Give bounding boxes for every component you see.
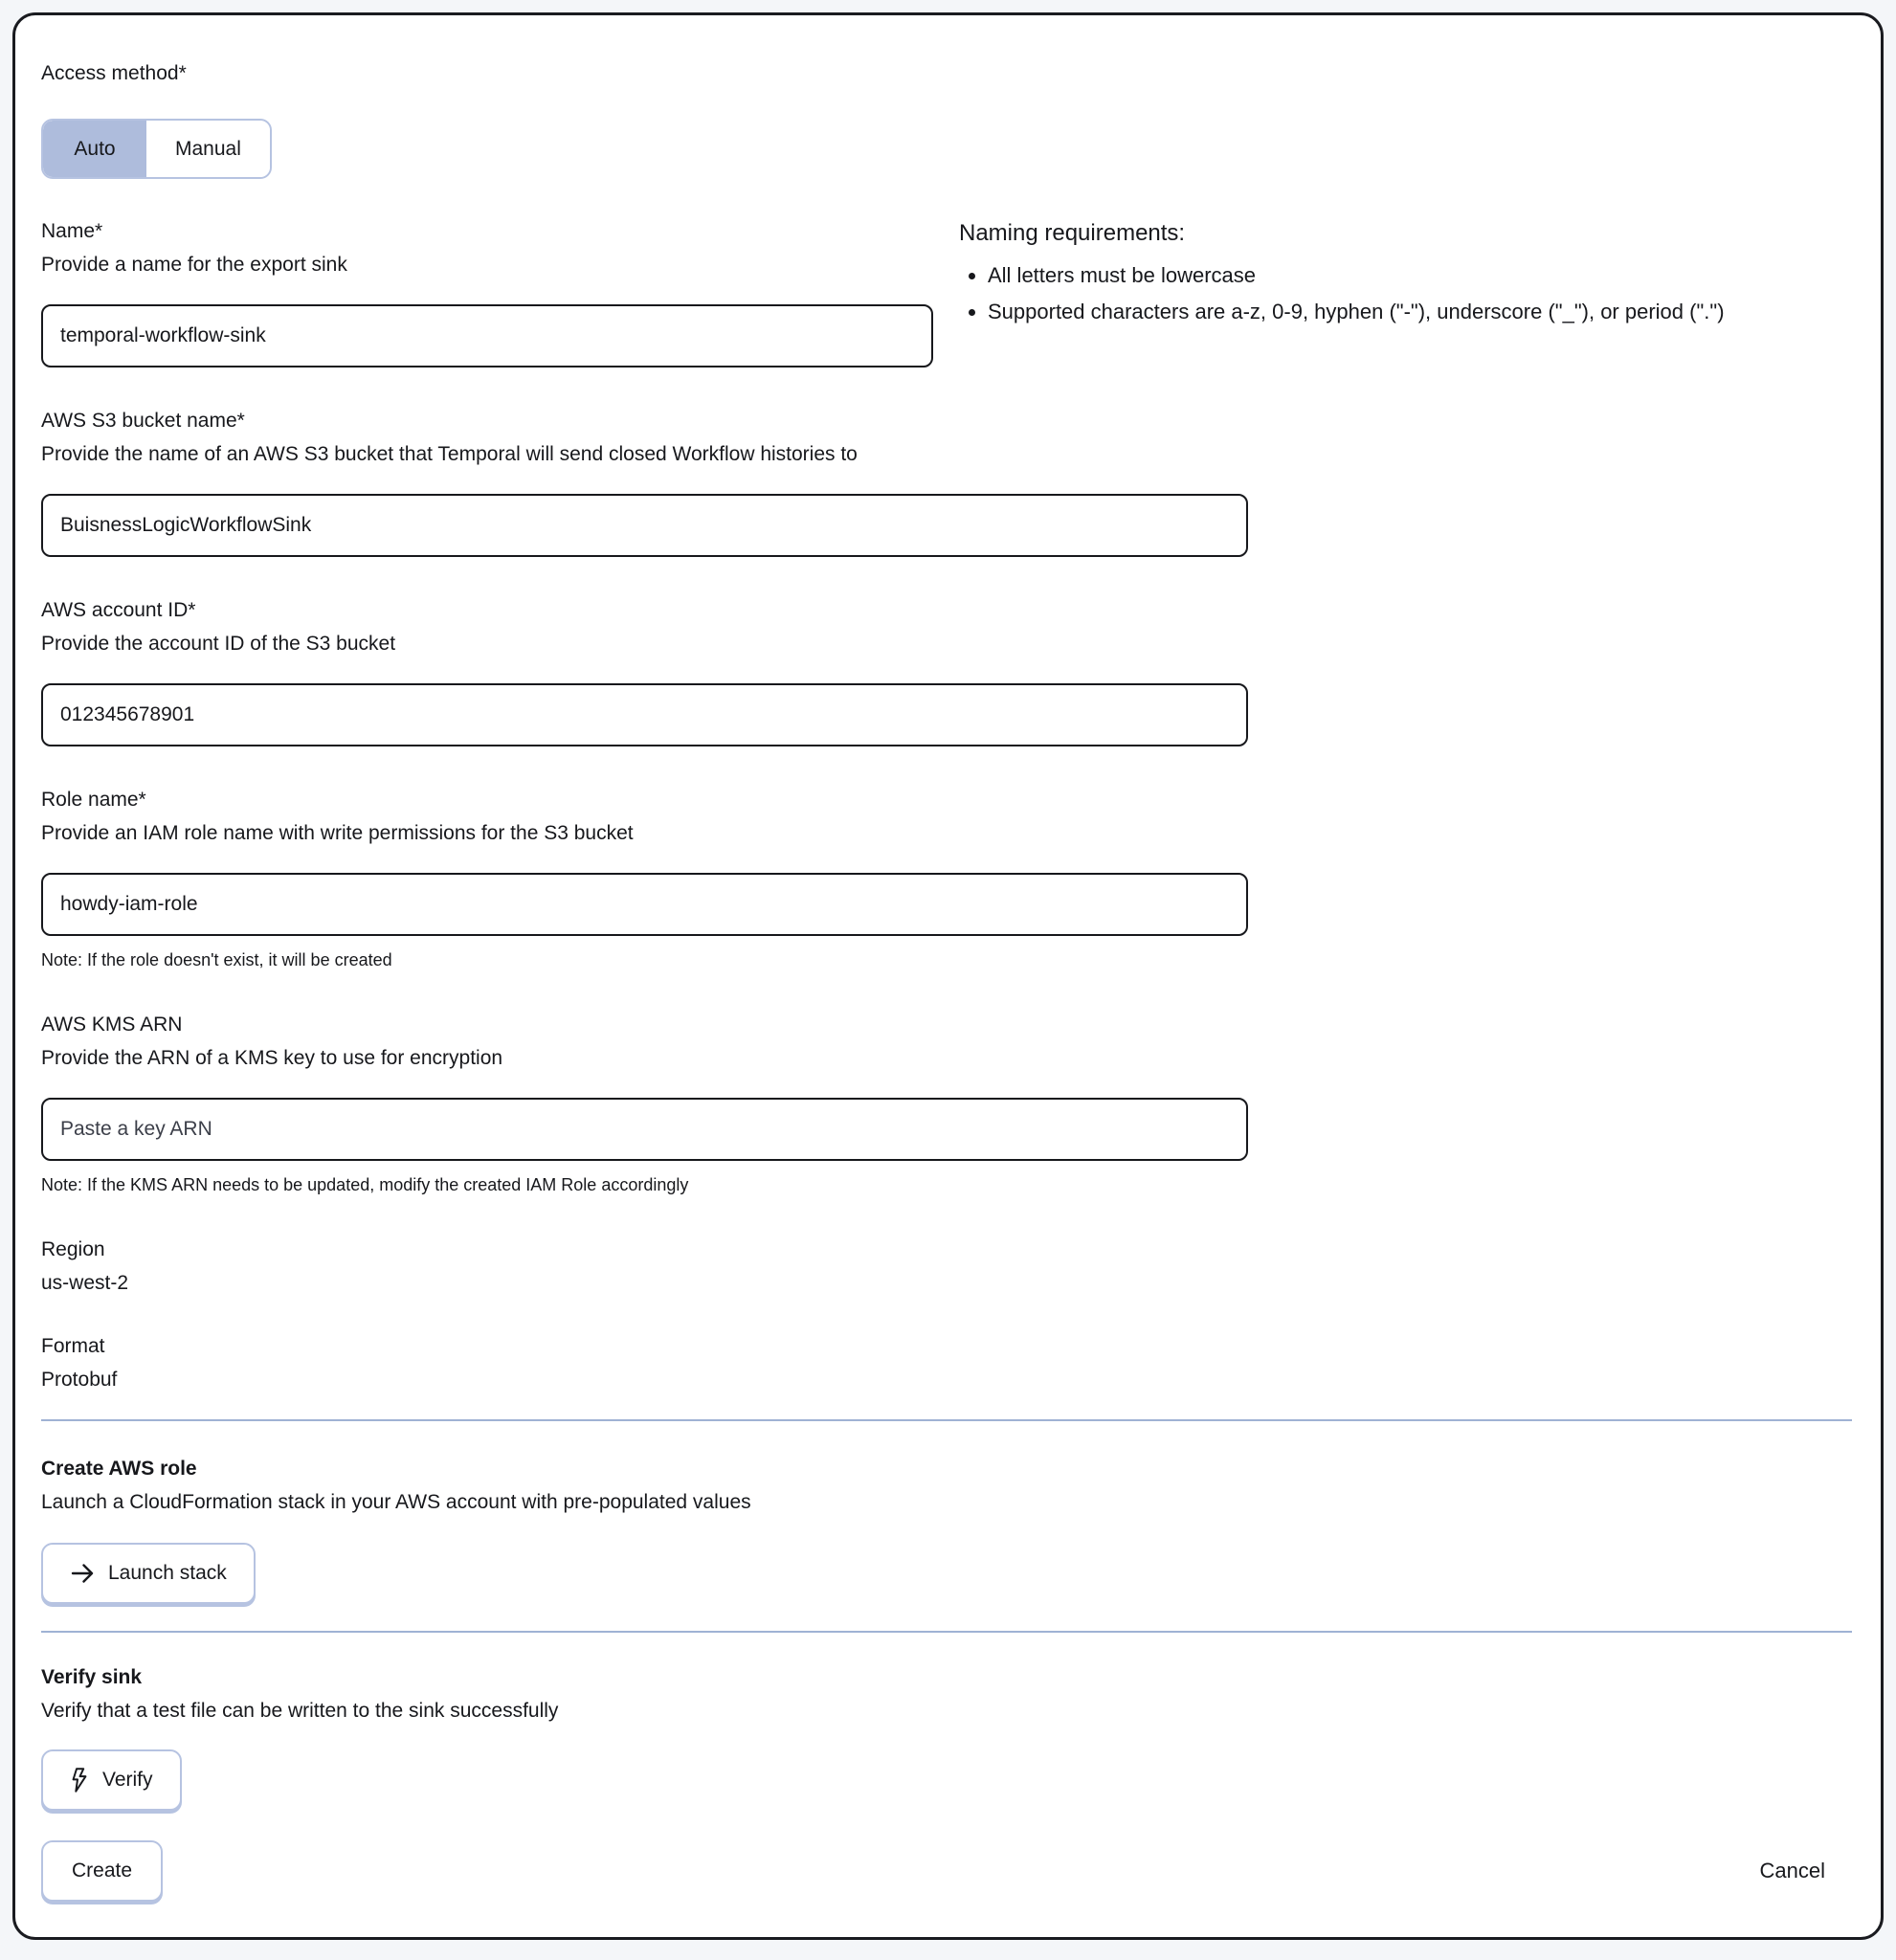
verify-button[interactable] (41, 1749, 182, 1811)
account-id-field-group (41, 597, 1852, 746)
name-description: Provide a name for the export sink (41, 254, 347, 276)
naming-requirement-item: • All letters must be lowercase (988, 260, 1801, 291)
export-sink-form-card (12, 12, 1884, 1940)
format-value: Protobuf (41, 1369, 118, 1391)
verify-sink-description: Verify that a test file can be written to the sink successfully (41, 1700, 559, 1722)
role-name-field-group (41, 787, 1852, 971)
format-label: Format (41, 1335, 105, 1357)
kms-arn-description: Provide the ARN of a KMS key to use for encryption (41, 1047, 503, 1069)
launch-stack-button[interactable] (41, 1543, 256, 1604)
account-id-description: Provide the account ID of the S3 bucket (41, 633, 396, 655)
kms-arn-label: AWS KMS ARN (41, 1013, 183, 1036)
kms-arn-note: Note: If the KMS ARN needs to be updated, modify the created IAM Role accordingly (41, 1175, 689, 1194)
access-method-manual-button[interactable]: Manual (146, 121, 270, 177)
access-method-auto-button[interactable]: Auto (43, 121, 146, 177)
role-name-label: Role name* (41, 789, 146, 811)
account-id-input[interactable] (41, 683, 1248, 746)
naming-requirements-list (959, 260, 1801, 327)
naming-requirement-item: • Supported characters are a-z, 0-9, hyphen ("-"), underscore ("_"), or period (".") (988, 297, 1801, 327)
name-and-requirements-row (41, 218, 1852, 368)
s3-bucket-description: Provide the name of an AWS S3 bucket that Temporal will send closed Workflow histories to (41, 443, 858, 465)
section-divider (41, 1631, 1852, 1633)
create-aws-role-title: Create AWS role (41, 1458, 197, 1480)
format-readonly-group (41, 1333, 1852, 1393)
lightning-icon (70, 1768, 89, 1793)
role-name-input[interactable] (41, 873, 1248, 936)
s3-bucket-field-group (41, 408, 1852, 557)
role-name-note: Note: If the role doesn't exist, it will be created (41, 950, 392, 969)
region-label: Region (41, 1238, 105, 1260)
kms-arn-field-group (41, 1012, 1852, 1196)
account-id-label: AWS account ID* (41, 599, 196, 621)
kms-arn-input[interactable] (41, 1098, 1248, 1161)
form-footer (41, 1840, 1852, 1902)
cancel-button[interactable]: Cancel (1759, 1859, 1825, 1882)
create-aws-role-description: Launch a CloudFormation stack in your AWS account with pre-populated values (41, 1491, 751, 1513)
s3-bucket-label: AWS S3 bucket name* (41, 410, 245, 432)
section-divider (41, 1419, 1852, 1421)
region-readonly-group (41, 1236, 1852, 1297)
access-method-toggle (41, 119, 272, 179)
arrow-right-icon (70, 1561, 95, 1586)
launch-stack-button-label: Launch stack (108, 1562, 227, 1584)
name-field-group (41, 218, 933, 368)
role-name-description: Provide an IAM role name with write permissions for the S3 bucket (41, 822, 634, 844)
name-input[interactable] (41, 304, 933, 368)
create-button[interactable]: Create (41, 1840, 163, 1902)
naming-requirements-title: Naming requirements: (959, 220, 1186, 246)
s3-bucket-input[interactable] (41, 494, 1248, 557)
name-label: Name* (41, 220, 103, 242)
verify-button-label: Verify (102, 1769, 153, 1791)
verify-sink-section (41, 1664, 1852, 1811)
access-method-label: Access method* (41, 62, 187, 84)
verify-sink-title: Verify sink (41, 1666, 143, 1688)
region-value: us-west-2 (41, 1272, 129, 1294)
naming-requirements (959, 218, 1801, 368)
create-aws-role-section (41, 1456, 1852, 1604)
